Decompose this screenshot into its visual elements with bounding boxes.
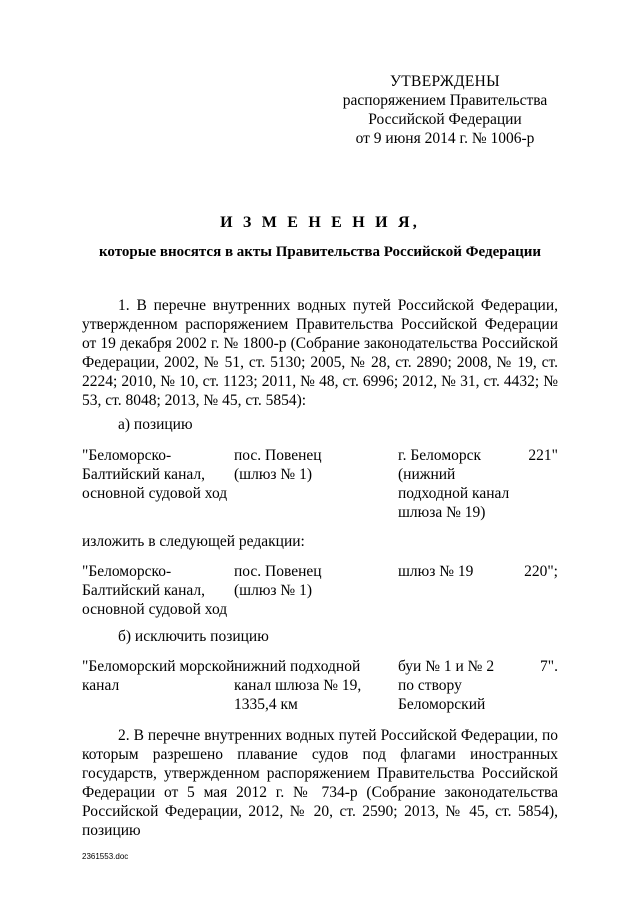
approval-line-2: Российской Федерации [368,111,522,128]
item-1-sub-a: а) позицию [118,416,193,433]
cell-line: шлюза № 19) [398,504,486,521]
cell-line: "Беломорско- [82,447,172,464]
document-subtitle: которые вносятся в акты Правительства Российской Федерации [98,244,542,260]
length-cell: 7". [540,658,558,675]
cell-line: основной судовой ход [82,601,228,618]
start-point-cell [234,446,374,484]
cell-line: шлюз № 19 [398,563,474,580]
item-1-paragraph: 1. В перечне внутренних водных путей Российской Федерации, утвержденном распоряжением Правительства Российской Федерации от 19 декабря 2002 г. № 1800-р (Собрание законодательства Российской Федерации, 2002, № 51, ст. 5130; 2005, № 28, ст. 2890; 2008, № 19, ст. 2224; 2010, № 10, ст. 1123; 2011, № 48, ст. 6996; 2012, № 31, ст. 4432; № 53, ст. 8048; 2013, № 45, ст. 5854): [82,297,558,409]
item-1-sub-b: б) исключить позицию [118,628,269,645]
cell-line: основной судовой ход [82,485,228,502]
cell-line: канал шлюза № 19, [234,677,362,694]
cell-line: пос. Повенец [234,447,322,464]
replace-instruction: изложить в следующей редакции: [82,533,305,550]
cell-line: 1335,4 км [234,696,298,713]
cell-line: буи № 1 и № 2 [398,658,495,675]
waterway-name-cell [82,562,232,619]
approval-line-1: распоряжением Правительства [342,92,548,109]
cell-line: "Беломорский морской [82,658,235,675]
length-cell: 221" [528,447,558,464]
start-point-cell [234,657,374,714]
document-heading [80,213,560,262]
item-2-paragraph: 2. В перечне внутренних водных путей Российской Федерации, по которым разрешено плавание судов под флагами иностранных государств, утвержденном распоряжением Правительства Российской Федерации от 5 мая 2012 г. № 734-р (Собрание законодательства Российской Федерации, 2012, № 20, ст. 2590; 2013, № 45, ст. 5854), позицию [82,727,558,839]
file-name-footer: 2361553.doc [82,852,129,861]
waterway-name-cell [82,446,232,503]
document-title: И З М Е Н Е Н И Я, [220,214,420,231]
cell-line: (нижний [398,466,456,483]
position-row-old [82,446,562,526]
waterway-name-cell [82,657,235,695]
cell-line: г. Беломорск [398,447,482,464]
cell-line: по створу [398,677,462,694]
start-point-cell [234,562,374,600]
cell-line: Беломорский [398,696,486,713]
cell-line: Балтийский канал, [82,466,205,483]
end-point-cell [398,562,508,581]
end-point-cell [398,657,508,714]
approval-title: УТВЕРЖДЕНЫ [390,73,500,90]
cell-line: (шлюз № 1) [234,582,312,599]
approval-block [340,72,550,148]
approval-line-3: от 9 июня 2014 г. № 1006-р [355,130,535,147]
cell-line: подходной канал [398,485,510,502]
cell-line: пос. Повенец [234,563,322,580]
cell-line: Балтийский канал, [82,582,205,599]
cell-line: (шлюз № 1) [234,466,312,483]
end-point-cell [398,446,508,522]
cell-line: канал [82,677,120,694]
length-cell: 220"; [524,563,558,580]
cell-line: нижний подходной [234,658,361,675]
position-row-excluded [82,657,562,737]
cell-line: "Беломорско- [82,563,172,580]
